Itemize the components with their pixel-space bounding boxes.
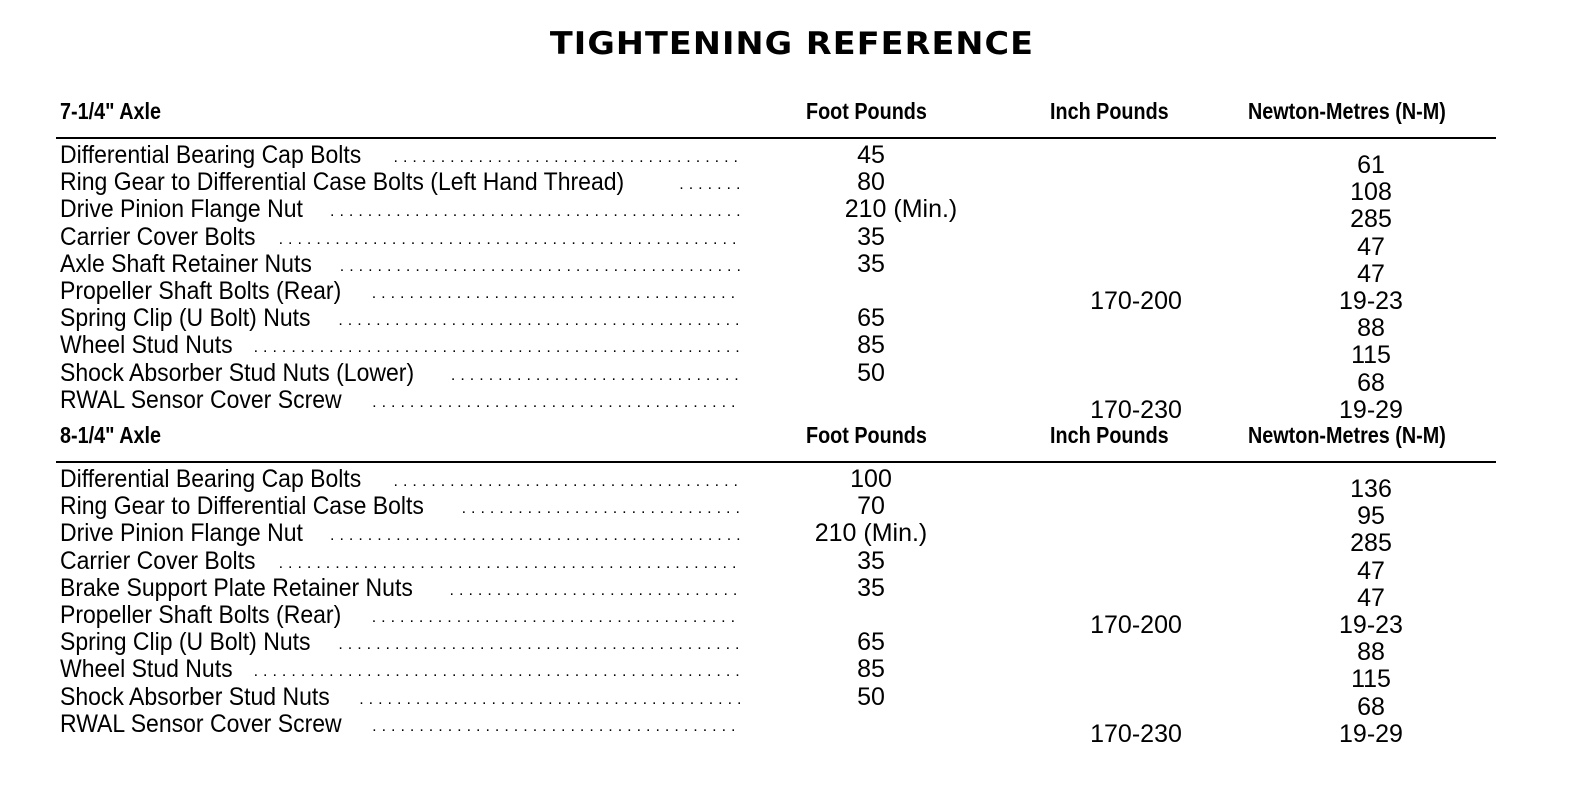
- table-row: [56, 222, 1516, 261]
- table-row: [56, 386, 1516, 424]
- column-header-newton-metres: Newton-Metres (N-M): [1248, 422, 1446, 448]
- inch-pounds-value: 170-200: [1090, 610, 1182, 639]
- fastener-label: [60, 142, 740, 169]
- table-row: [56, 168, 1516, 207]
- table-row: [56, 304, 1516, 343]
- newton-metres-value: 95: [1357, 502, 1385, 531]
- newton-metres-value: 47: [1357, 556, 1385, 585]
- newton-metres-value: 47: [1357, 259, 1385, 288]
- fastener-label: [60, 251, 740, 278]
- foot-pounds-value: 210 (Min.): [814, 519, 928, 548]
- fastener-name: Axle Shaft Retainer Nuts: [60, 250, 312, 278]
- table-row: [56, 573, 1516, 612]
- dot-leader: [394, 142, 741, 169]
- section-8-1-4-axle: [56, 422, 1516, 748]
- column-header-newton-metres: Newton-Metres (N-M): [1248, 98, 1446, 124]
- table-row: [56, 601, 1516, 639]
- newton-metres-value: 115: [1351, 665, 1391, 694]
- table-row: [56, 465, 1516, 503]
- table-row: [56, 195, 1516, 234]
- dot-leader: [279, 548, 740, 575]
- foot-pounds-value: 50: [857, 682, 885, 711]
- newton-metres-value: 61: [1357, 151, 1385, 179]
- newton-metres-value: 285: [1350, 529, 1392, 558]
- fastener-label: [60, 332, 740, 359]
- newton-metres-value: 47: [1357, 583, 1385, 612]
- fastener-label: [60, 305, 740, 332]
- dot-leader: [462, 493, 740, 520]
- fastener-name: Shock Absorber Stud Nuts: [60, 683, 330, 711]
- fastener-label: [60, 684, 740, 711]
- fastener-label: [60, 602, 740, 629]
- newton-metres-value: 19-23: [1339, 286, 1403, 315]
- dot-leader: [330, 196, 740, 223]
- foot-pounds-value: 35: [857, 222, 885, 251]
- dot-leader: [254, 656, 740, 683]
- fastener-name: Shock Absorber Stud Nuts (Lower): [60, 359, 415, 387]
- table-row: [56, 546, 1516, 585]
- fastener-label: [60, 493, 740, 520]
- dot-leader: [279, 224, 740, 251]
- fastener-name: Spring Clip (U Bolt) Nuts: [60, 305, 311, 333]
- fastener-name: Wheel Stud Nuts: [60, 332, 233, 360]
- dot-leader: [450, 575, 740, 602]
- foot-pounds-value: 85: [857, 331, 885, 360]
- fastener-name: Carrier Cover Bolts: [60, 547, 256, 575]
- fastener-name: Differential Bearing Cap Bolts: [60, 466, 362, 493]
- fastener-label: [60, 548, 740, 575]
- dot-leader: [394, 466, 741, 493]
- fastener-name: Drive Pinion Flange Nut: [60, 520, 303, 548]
- page-title: TIGHTENING REFERENCE: [549, 26, 1035, 62]
- fastener-label: [60, 387, 740, 414]
- fastener-label: [60, 629, 740, 656]
- table-row: [56, 519, 1516, 558]
- fastener-label: [60, 466, 740, 493]
- inch-pounds-value: 170-230: [1090, 719, 1182, 748]
- foot-pounds-value: 65: [857, 304, 885, 333]
- newton-metres-value: 68: [1357, 692, 1385, 721]
- inch-pounds-value: 170-230: [1090, 395, 1182, 424]
- torque-table: [56, 465, 1516, 748]
- fastener-name: Ring Gear to Differential Case Bolts: [60, 493, 424, 521]
- fastener-name: Spring Clip (U Bolt) Nuts: [60, 629, 311, 657]
- newton-metres-value: 19-29: [1339, 395, 1403, 424]
- section-header: [56, 422, 1516, 462]
- section-heading: 8-1/4" Axle: [60, 422, 162, 448]
- fastener-name: Drive Pinion Flange Nut: [60, 196, 303, 224]
- foot-pounds-value: 45: [857, 141, 885, 169]
- newton-metres-value: 88: [1357, 314, 1385, 343]
- fastener-name: Carrier Cover Bolts: [60, 223, 256, 251]
- fastener-label: [60, 656, 740, 683]
- foot-pounds-value: 80: [857, 168, 885, 197]
- foot-pounds-value: 210 (Min.): [844, 195, 958, 224]
- table-row: [56, 710, 1516, 748]
- fastener-label: [60, 575, 740, 602]
- table-row: [56, 655, 1516, 694]
- fastener-label: [60, 360, 740, 387]
- torque-table: [56, 141, 1516, 424]
- fastener-label: [60, 278, 740, 305]
- newton-metres-value: 136: [1350, 475, 1392, 503]
- fastener-label: [60, 520, 740, 547]
- fastener-name: Propeller Shaft Bolts (Rear): [60, 601, 342, 629]
- dot-leader: [330, 520, 740, 547]
- dot-leader: [451, 360, 740, 387]
- section-7-1-4-axle: [56, 98, 1516, 424]
- foot-pounds-value: 65: [857, 628, 885, 657]
- column-header-foot-pounds: Foot Pounds: [806, 422, 927, 448]
- dot-leader: [338, 629, 740, 656]
- newton-metres-value: 88: [1357, 638, 1385, 667]
- foot-pounds-value: 100: [850, 465, 892, 493]
- newton-metres-value: 285: [1350, 205, 1392, 234]
- dot-leader: [254, 332, 740, 359]
- table-row: [56, 277, 1516, 315]
- fastener-name: Brake Support Plate Retainer Nuts: [60, 574, 413, 602]
- fastener-name: RWAL Sensor Cover Screw: [60, 386, 342, 414]
- newton-metres-value: 108: [1350, 178, 1392, 207]
- header-rule: [56, 137, 1496, 139]
- fastener-label: [60, 711, 740, 738]
- foot-pounds-value: 35: [857, 546, 885, 575]
- table-row: [56, 358, 1516, 397]
- fastener-name: Ring Gear to Differential Case Bolts (Left Hand Thread): [60, 169, 625, 197]
- column-header-foot-pounds: Foot Pounds: [806, 98, 927, 124]
- fastener-name: RWAL Sensor Cover Screw: [60, 710, 342, 738]
- fastener-name: Differential Bearing Cap Bolts: [60, 142, 362, 169]
- fastener-name: Wheel Stud Nuts: [60, 656, 233, 684]
- fastener-label: [60, 169, 740, 196]
- fastener-label: [60, 196, 740, 223]
- table-row: [56, 331, 1516, 370]
- header-rule: [56, 461, 1496, 463]
- newton-metres-value: 115: [1351, 341, 1391, 370]
- foot-pounds-value: 35: [857, 249, 885, 278]
- newton-metres-value: 47: [1357, 232, 1385, 261]
- newton-metres-value: 19-23: [1339, 610, 1403, 639]
- dot-leader: [372, 711, 740, 738]
- foot-pounds-value: 50: [857, 358, 885, 387]
- fastener-name: Propeller Shaft Bolts (Rear): [60, 277, 342, 305]
- foot-pounds-value: 70: [857, 492, 885, 521]
- fastener-label: [60, 224, 740, 251]
- table-row: [56, 682, 1516, 721]
- table-row: [56, 141, 1516, 179]
- dot-leader: [338, 305, 740, 332]
- newton-metres-value: 68: [1357, 368, 1385, 397]
- dot-leader: [679, 169, 740, 196]
- table-row: [56, 492, 1516, 531]
- column-header-inch-pounds: Inch Pounds: [1050, 98, 1169, 124]
- newton-metres-value: 19-29: [1339, 719, 1403, 748]
- dot-leader: [340, 251, 740, 278]
- inch-pounds-value: 170-200: [1090, 286, 1182, 315]
- dot-leader: [372, 387, 740, 414]
- table-row: [56, 249, 1516, 288]
- section-heading: 7-1/4" Axle: [60, 98, 162, 124]
- dot-leader: [359, 684, 740, 711]
- dot-leader: [372, 278, 740, 305]
- foot-pounds-value: 85: [857, 655, 885, 684]
- dot-leader: [372, 602, 740, 629]
- section-header: [56, 98, 1516, 138]
- table-row: [56, 628, 1516, 667]
- foot-pounds-value: 35: [857, 573, 885, 602]
- column-header-inch-pounds: Inch Pounds: [1050, 422, 1169, 448]
